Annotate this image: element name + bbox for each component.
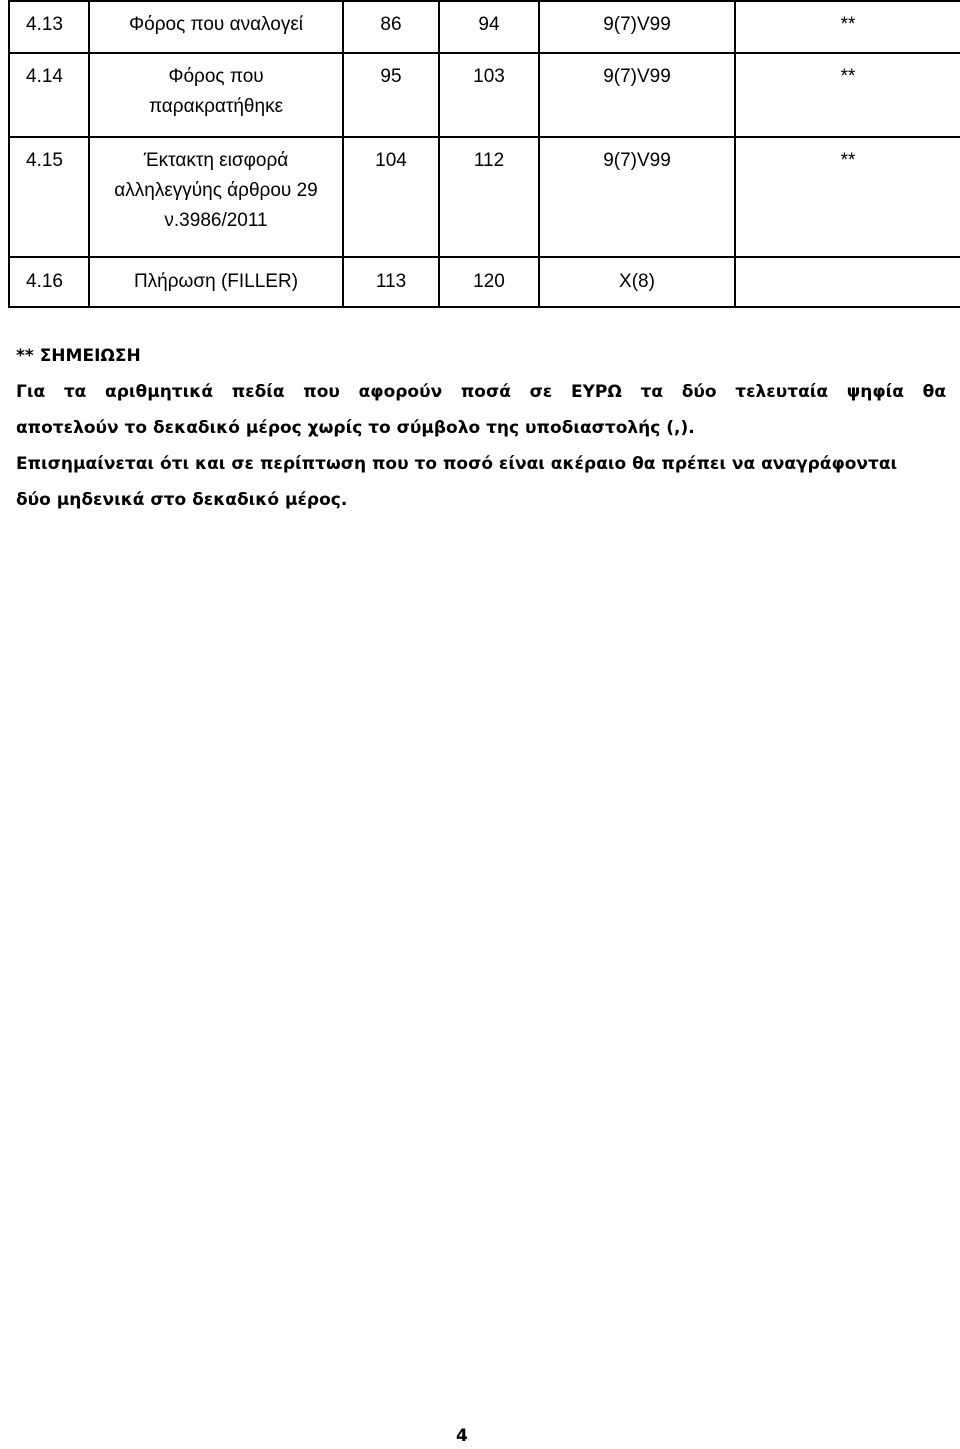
field-description-line: Έκτακτη εισφορά — [143, 150, 289, 171]
field-start-position: 95 — [343, 53, 439, 137]
field-description-line: Φόρος που αναλογεί — [128, 14, 304, 35]
field-start-position: 104 — [343, 137, 439, 257]
field-note-marker: ** — [735, 1, 960, 53]
field-end-position: 112 — [439, 137, 539, 257]
note-section — [16, 338, 946, 518]
field-description-line: Φόρος που — [168, 66, 264, 87]
field-start-position: 113 — [343, 257, 439, 307]
table-row — [9, 1, 960, 53]
table-row — [9, 257, 960, 307]
field-description — [89, 137, 343, 257]
field-description — [89, 257, 343, 307]
field-description-line: ν.3986/2011 — [164, 210, 268, 231]
field-note-marker — [735, 257, 960, 307]
field-end-position: 120 — [439, 257, 539, 307]
record-fields-table — [8, 0, 960, 308]
field-description-line: Πλήρωση (FILLER) — [133, 271, 299, 292]
note-heading: ** ΣΗΜΕΙΩΣΗ — [16, 346, 141, 366]
note-paragraph-line: αποτελούν το δεκαδικό μέρος χωρίς το σύμβολο της υποδιαστολής (,). — [16, 418, 695, 438]
field-description-line: παρακρατήθηκε — [148, 96, 284, 117]
field-format: 9(7)V99 — [539, 137, 735, 257]
field-code: 4.15 — [9, 137, 89, 257]
table-row — [9, 53, 960, 137]
field-description — [89, 53, 343, 137]
field-note-marker: ** — [735, 137, 960, 257]
field-code: 4.14 — [9, 53, 89, 137]
field-format: X(8) — [539, 257, 735, 307]
table-row — [9, 137, 960, 257]
field-description-line: αλληλεγγύης άρθρου 29 — [114, 180, 318, 201]
field-code: 4.13 — [9, 1, 89, 53]
note-paragraph-line: Επισημαίνεται ότι και σε περίπτωση που το ποσό είναι ακέραιο θα πρέπει να αναγράφονται — [16, 454, 898, 474]
field-format: 9(7)V99 — [539, 53, 735, 137]
field-end-position: 103 — [439, 53, 539, 137]
field-end-position: 94 — [439, 1, 539, 53]
page-number: 4 — [456, 1426, 468, 1446]
field-format: 9(7)V99 — [539, 1, 735, 53]
note-paragraph-line: Για τα αριθμητικά πεδία που αφορούν ποσά σε ΕΥΡΩ τα δύο τελευταία ψηφία θα — [16, 382, 946, 402]
field-description — [89, 1, 343, 53]
field-note-marker: ** — [735, 53, 960, 137]
field-code: 4.16 — [9, 257, 89, 307]
note-paragraph-line: δύο μηδενικά στο δεκαδικό μέρος. — [16, 490, 348, 510]
field-start-position: 86 — [343, 1, 439, 53]
